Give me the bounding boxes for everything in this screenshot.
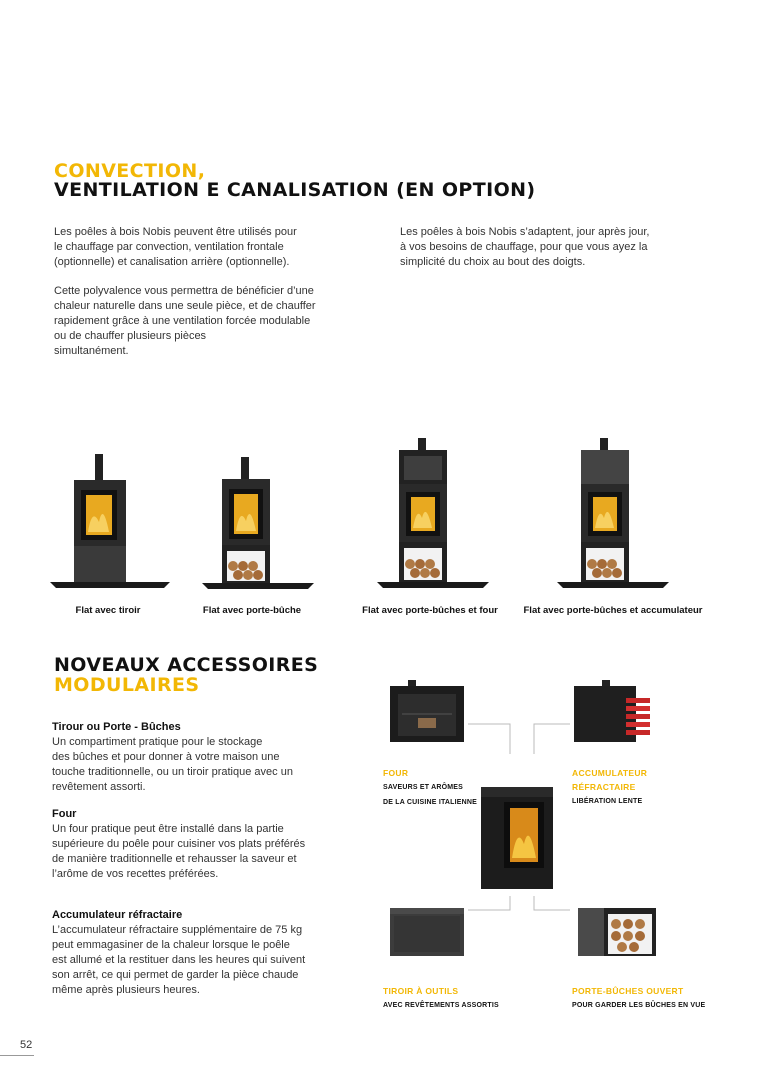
intro-paragraph-2: Cette polyvalence vous permettra de bénéficier d’une chaleur naturelle dans une seule pièce, et de chauffer rapidement grâce à une ventilation forcée modulable ou de chauffer plusieurs pièces simultanément. [54, 285, 316, 357]
stove-caption-4: Flat avec porte-bûches et accumulateur [523, 605, 703, 616]
stove-flat-accumulateur-image [555, 436, 671, 592]
porte-buches-module-image [576, 906, 658, 958]
tiroir-module-image [388, 906, 466, 958]
accumulateur-module-image [572, 678, 654, 744]
stove-flat-porte-buche-image [200, 455, 316, 592]
four-module-image [388, 678, 466, 744]
section-title: VENTILATION E CANALISATION (EN OPTION) [54, 179, 536, 201]
stove-flat-four-image [375, 436, 491, 592]
accessory-block-four: Four Un four pratique peut être installé dans la partie supérieure du poêle pour cuisiner vos plats préférés de manière traditionnelle et rehausser la saveur et l’arôme de vos recettes préférées. [52, 808, 306, 880]
accessory-block-tiroir: Tirour ou Porte - Bûches Un compartiment pratique pour le stockage des bûches et pour donner à votre maison une touche traditionnelle, ou un tiroir pratique avec un revêtement assorti. [52, 721, 293, 793]
label-four: FOUR SAVEURS ET ARÔMES DE LA CUISINE ITALIENNE [383, 768, 478, 806]
label-accumulateur: ACCUMULATEUR RÉFRACTAIRE LIBÉRATION LENTE [572, 768, 648, 805]
intro-paragraph-right: Les poêles à bois Nobis s’adaptent, jour après jour, à vos besoins de chauffage, pour que vous ayez la simplicité du choix au bout des doigts. [400, 226, 650, 268]
stove-caption-2: Flat avec porte-bûche [202, 605, 302, 616]
stove-caption-3: Flat avec porte-bûches et four [362, 605, 498, 616]
accessory-block-accumulateur: Accumulateur réfractaire L’accumulateur réfractaire supplémentaire de 75 kg peut emmagasiner de la chaleur lorsque le poêle est allumé et la restituer dans les heures qui suivent son arrêt, ce qui permet de garder la pièce chaude même après plusieurs heures. [52, 909, 306, 996]
label-porte-buches: PORTE-BÛCHES OUVERT POUR GARDER LES BÛCHES EN VUE [572, 986, 706, 1009]
section-title-accent: CONVECTION, [54, 160, 206, 182]
stove-flat-tiroir-image [48, 452, 172, 592]
center-stove-image [480, 786, 554, 890]
accessories-title: NOVEAUX ACCESSOIRES [54, 654, 319, 676]
label-tiroir: TIROIR À OUTILS AVEC REVÊTEMENTS ASSORTIS [383, 986, 499, 1009]
intro-paragraph-1: Les poêles à bois Nobis peuvent être utilisés pour le chauffage par convection, ventilation frontale (optionnelle) et canalisation arrière (optionnelle). [54, 226, 297, 268]
accessories-title-accent: MODULAIRES [54, 674, 200, 696]
page-number-rule [0, 1055, 34, 1056]
page-number: 52 [20, 1039, 33, 1051]
stove-caption-1: Flat avec tiroir [75, 605, 141, 616]
